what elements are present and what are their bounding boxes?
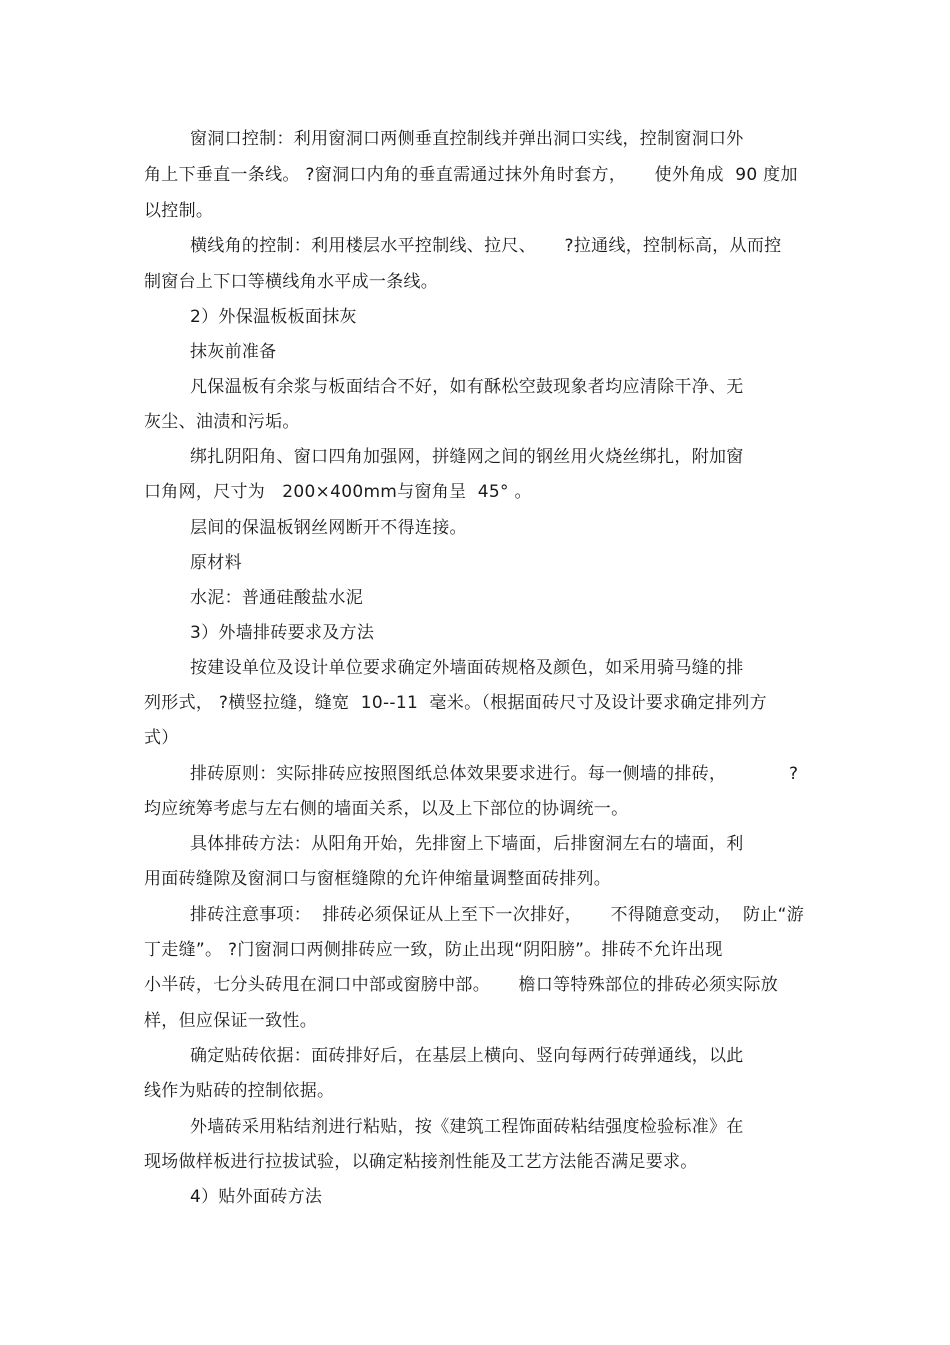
text-line: 以控制。 xyxy=(144,201,214,221)
text-line: 窗洞口控制：利用窗洞口两侧垂直控制线并弹出洞口实线，控制窗洞口外 xyxy=(190,129,744,149)
section-heading: 2）外保温板板面抹灰 xyxy=(190,307,357,327)
text-line: 小半砖，七分头砖甩在洞口中部或窗膀中部。 檐口等特殊部位的排砖必须实际放 xyxy=(144,975,779,995)
text-line: 排砖原则：实际排砖应按照图纸总体效果要求进行。每一侧墙的排砖， ? xyxy=(190,764,799,784)
text-line: 样，但应保证一致性。 xyxy=(144,1011,317,1031)
section-heading: 3）外墙排砖要求及方法 xyxy=(190,623,375,643)
text-line: 均应统筹考虑与左右侧的墙面关系，以及上下部位的协调统一。 xyxy=(144,799,629,819)
text-line: 线作为贴砖的控制依据。 xyxy=(144,1081,335,1101)
text-line: 具体排砖方法：从阳角开始，先排窗上下墙面，后排窗洞左右的墙面，利 xyxy=(190,834,744,854)
text-line: 现场做样板进行拉拔试验，以确定粘接剂性能及工艺方法能否满足要求。 xyxy=(144,1152,698,1172)
text-line: 按建设单位及设计单位要求确定外墙面砖规格及颜色，如采用骑马缝的排 xyxy=(190,658,744,678)
subheading: 原材料 xyxy=(190,553,242,573)
text-line: 灰尘、油渍和污垢。 xyxy=(144,412,300,432)
text-line: 层间的保温板钢丝网断开不得连接。 xyxy=(190,518,467,538)
text-line: 式） xyxy=(144,728,179,748)
subheading: 抹灰前准备 xyxy=(190,342,277,362)
text-line: 丁走缝”。 ?门窗洞口两侧排砖应一致，防止出现“阴阳膀”。排砖不允许出现 xyxy=(144,940,723,960)
text-line: 制窗台上下口等横线角水平成一条线。 xyxy=(144,272,439,292)
text-line: 凡保温板有余浆与板面结合不好，如有酥松空鼓现象者均应清除干净、无 xyxy=(190,377,744,397)
text-line: 角上下垂直一条线。 ?窗洞口内角的垂直需通过抹外角时套方， 使外角成 90 度加 xyxy=(144,165,798,185)
text-line: 外墙砖采用粘结剂进行粘贴，按《建筑工程饰面砖粘结强度检验标准》在 xyxy=(190,1117,744,1137)
text-line: 用面砖缝隙及窗洞口与窗框缝隙的允许伸缩量调整面砖排列。 xyxy=(144,869,612,889)
text-line: 绑扎阴阳角、窗口四角加强网，拼缝网之间的钢丝用火烧丝绑扎，附加窗 xyxy=(190,447,744,467)
text-line: 口角网，尺寸为 200×400mm与窗角呈 45° 。 xyxy=(144,482,532,502)
text-line: 水泥：普通硅酸盐水泥 xyxy=(190,588,363,608)
text-line: 排砖注意事项： 排砖必须保证从上至下一次排好， 不得随意变动， 防止“游 xyxy=(190,905,805,925)
text-line: 确定贴砖依据：面砖排好后，在基层上横向、竖向每两行砖弹通线，以此 xyxy=(190,1046,744,1066)
text-line: 横线角的控制：利用楼层水平控制线、拉尺、 ?拉通线，控制标高，从而控 xyxy=(190,236,782,256)
text-line: 列形式， ?横竖拉缝，缝宽 10--11 毫米。（根据面砖尺寸及设计要求确定排列方 xyxy=(144,693,767,713)
section-heading: 4）贴外面砖方法 xyxy=(190,1187,323,1207)
